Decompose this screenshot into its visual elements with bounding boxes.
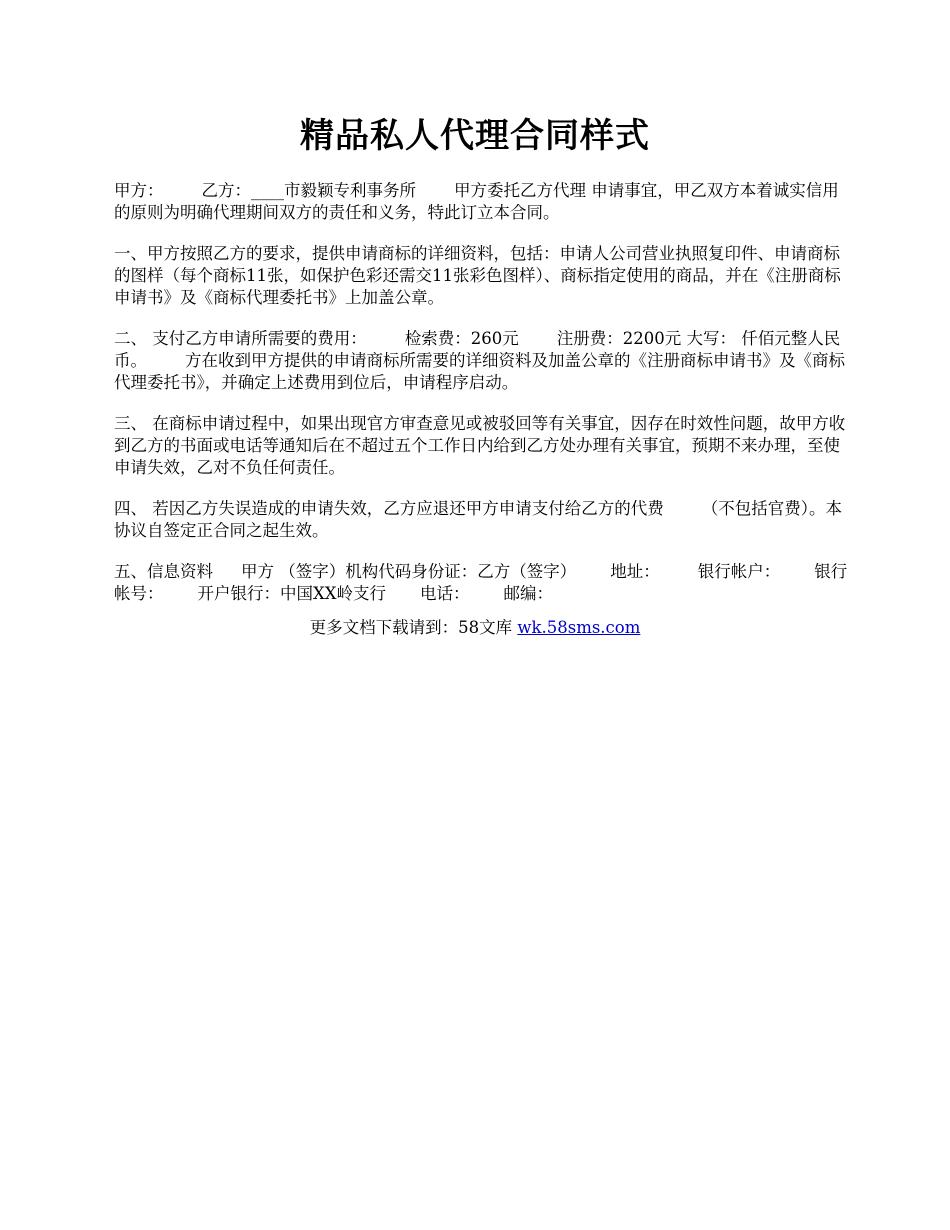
intro-paragraph [114, 180, 854, 224]
clause-5-bank-number: 银行帐号： [114, 562, 848, 603]
clause-4-text: 四、 若因乙方失误造成的申请失效，乙方应退还甲方申请支付给乙方的代费 [114, 499, 664, 518]
clause-1: 一、甲方按照乙方的要求，提供申请商标的详细资料，包括：申请人公司营业执照复印件、申请商标的图样（每个商标11张，如保护色彩还需交11张彩色图样）、商标指定使用的商品，并在《注册商标申请书》及《商标代理委托书》上加盖公章。 [114, 244, 841, 307]
clause-5-postcode: 邮编： [503, 584, 553, 603]
clause-5-signatures: 甲方 （签字）机构代码身份证：乙方（签字） [241, 562, 577, 581]
clause-5-heading: 五、信息资料 [114, 562, 213, 581]
clause-2-search-fee: 检索费：260元 [404, 329, 519, 348]
document-title: 精品私人代理合同样式 [300, 116, 650, 156]
clause-2-registration-fee: 注册费：2200元 大写： 仟佰元整人民币。 [114, 329, 841, 370]
clause-5 [114, 561, 854, 605]
clause-2-fee-heading: 二、 支付乙方申请所需要的费用： [114, 329, 367, 348]
footer-link[interactable]: wk.58sms.com [517, 618, 641, 637]
party-b-label: 乙方：____市毅颖专利事务所 [201, 181, 416, 200]
clause-4 [114, 498, 854, 542]
clause-3: 三、 在商标申请过程中，如果出现官方审查意见或被驳回等有关事宜，因存在时效性问题，故甲方收到乙方的书面或电话等通知后在不超过五个工作日内给到乙方处办理有关事宜，预期不来办理，至使申请失效，乙对不负任何责任。 [114, 414, 846, 477]
clause-5-bank-account: 银行帐户： [697, 562, 781, 581]
clause-2 [114, 328, 854, 394]
clause-5-bank: 开户银行：中国XX岭支行 [197, 584, 386, 603]
footer [0, 617, 950, 639]
clause-4-note: （不包括官费）。本协议自签定正合同之起生效。 [114, 499, 842, 540]
intro-text: 甲方委托乙方代理 申请事宜，甲乙双方本着诚实信用的原则为明确代理期间双方的责任和义务，特此订立本合同。 [114, 181, 839, 222]
clause-2-text: 方在收到甲方提供的申请商标所需要的详细资料及加盖公章的《注册商标申请书》及《商标代理委托书》，并确定上述费用到位后，申请程序启动。 [114, 351, 845, 392]
clause-5-address: 地址： [610, 562, 660, 581]
footer-text: 更多文档下载请到：58文库 [309, 618, 518, 637]
party-a-label: 甲方： [114, 181, 164, 200]
contract-body [114, 180, 854, 624]
clause-5-phone: 电话： [420, 584, 470, 603]
